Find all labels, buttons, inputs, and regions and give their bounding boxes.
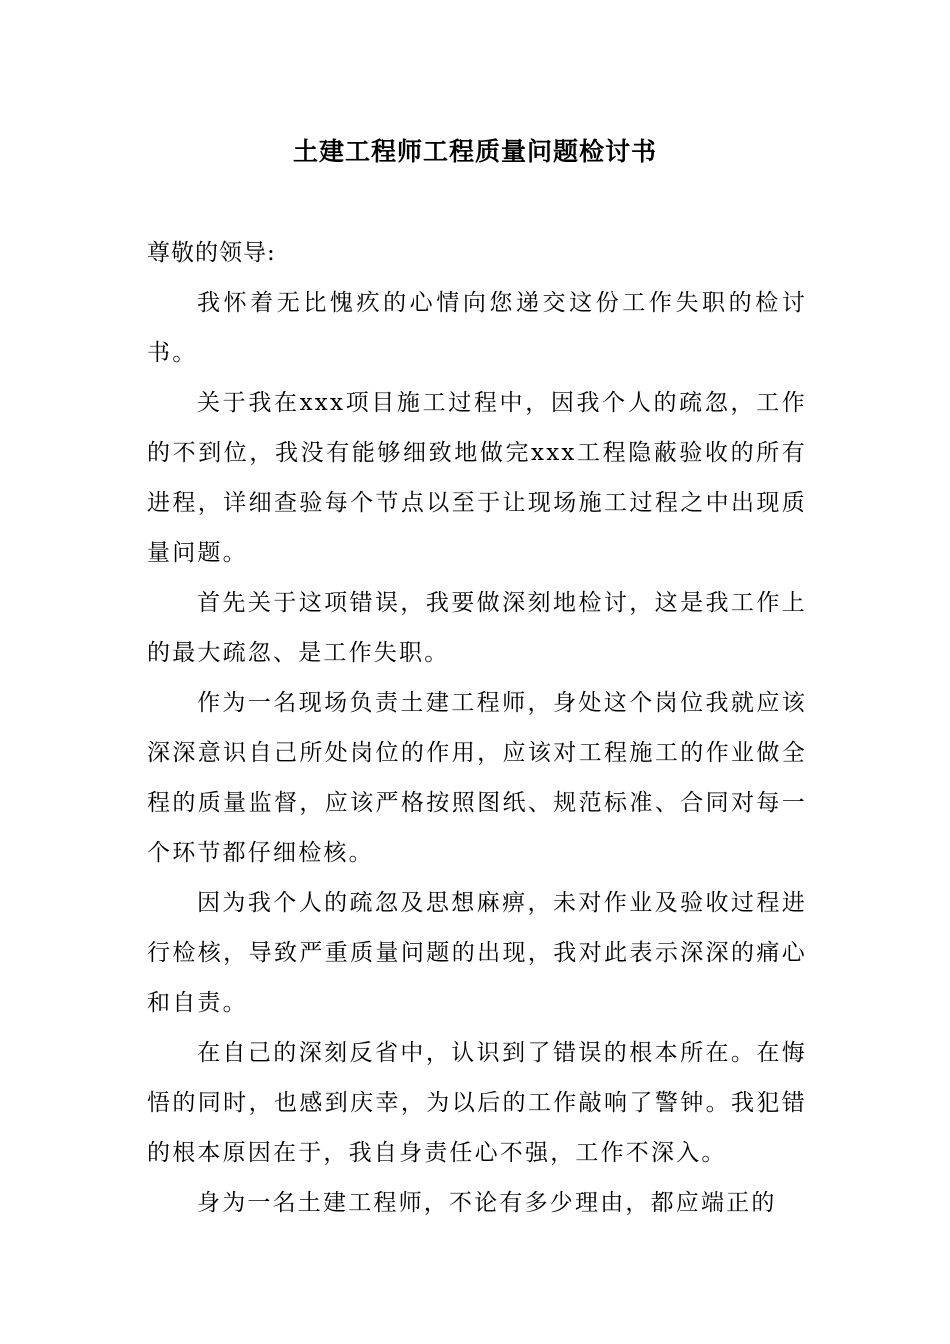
paragraph-3: 首先关于这项错误，我要做深刻地检讨，这是我工作上的最大疏忽、是工作失职。 (147, 590, 807, 666)
document-body (147, 228, 807, 1228)
paragraph-4: 作为一名现场负责土建工程师，身处这个岗位我就应该深深意识自己所处岗位的作用，应该对工程施工的作业做全程的质量监督，应该严格按照图纸、规范标准、合同对每一个环节都仔细检核。 (147, 690, 807, 866)
paragraph-7: 身为一名土建工程师，不论有多少理由，都应端正的 (197, 1190, 777, 1216)
document-title: 土建工程师工程质量问题检讨书 (292, 137, 657, 166)
paragraph-5: 因为我个人的疏忽及思想麻痹，未对作业及验收过程进行检核，导致严重质量问题的出现，我对此表示深深的痛心和自责。 (147, 890, 807, 1016)
salutation: 尊敬的领导: (147, 240, 276, 266)
paragraph-1: 我怀着无比愧疚的心情向您递交这份工作失职的检讨书。 (147, 290, 807, 366)
paragraph-2: 关于我在xxx项目施工过程中，因我个人的疏忽，工作的不到位，我没有能够细致地做完xxx工程隐蔽验收的所有进程，详细查验每个节点以至于让现场施工过程之中出现质量问题。 (147, 390, 807, 566)
paragraph-6: 在自己的深刻反省中，认识到了错误的根本所在。在悔悟的同时，也感到庆幸，为以后的工作敲响了警钟。我犯错的根本原因在于，我自身责任心不强，工作不深入。 (147, 1040, 807, 1166)
